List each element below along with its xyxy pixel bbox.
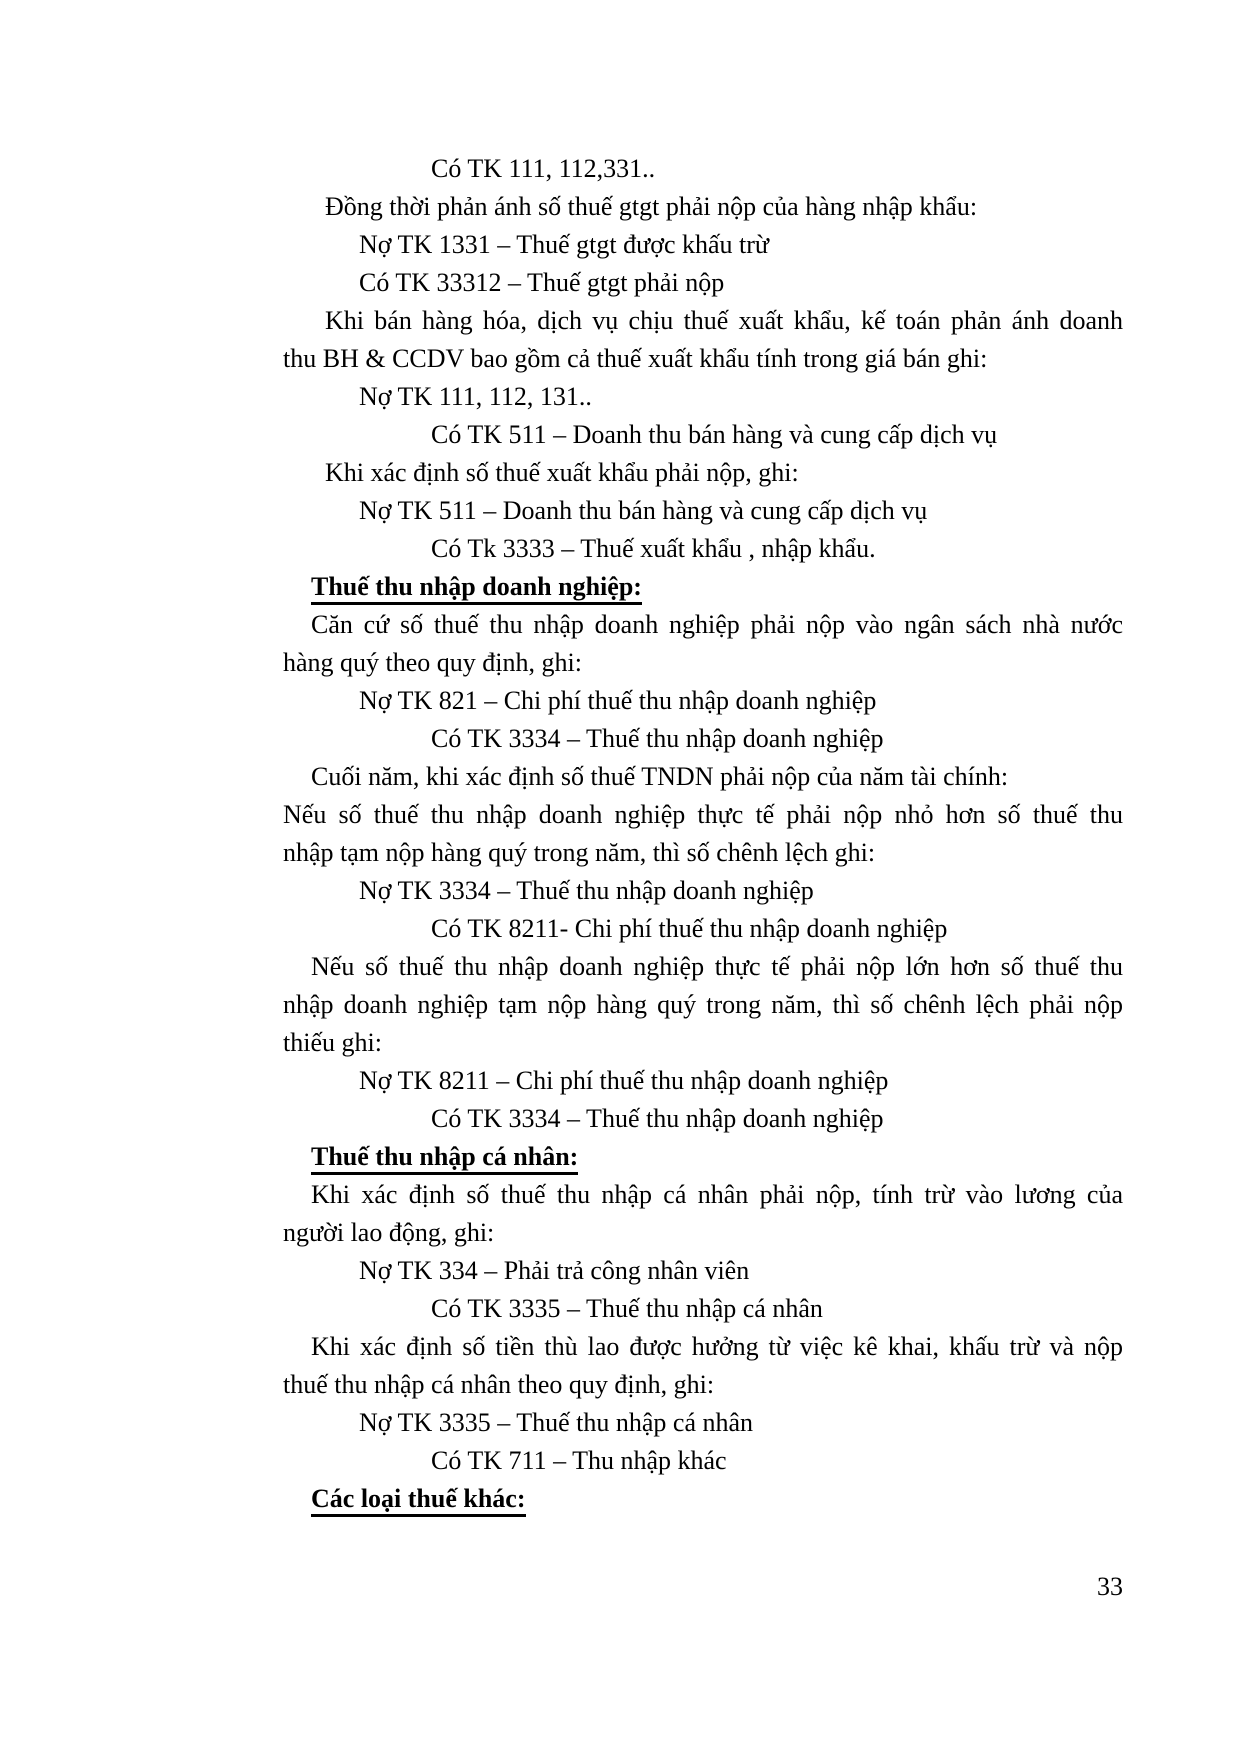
text-line: Có TK 3334 – Thuế thu nhập doanh nghiệp <box>431 1104 884 1133</box>
text-line: Có TK 111, 112,331.. <box>431 154 656 183</box>
text-line: Nợ TK 111, 112, 131.. <box>359 382 592 411</box>
text-line: Nếu số thuế thu nhập doanh nghiệp thực tế phải nộp nhỏ hơn số thuế thu <box>283 800 1123 829</box>
section-heading <box>283 1480 1123 1518</box>
section-heading-text: Thuế thu nhập cá nhân: <box>311 1142 578 1175</box>
text-line: Nợ TK 3334 – Thuế thu nhập doanh nghiệp <box>359 876 814 905</box>
text-line: Có TK 511 – Doanh thu bán hàng và cung cấp dịch vụ <box>431 420 998 449</box>
text-line: hàng quý theo quy định, ghi: <box>283 648 582 677</box>
text-line: Có TK 711 – Thu nhập khác <box>431 1446 727 1475</box>
text-line: Nợ TK 334 – Phải trả công nhân viên <box>359 1256 750 1285</box>
text-line: Nợ TK 511 – Doanh thu bán hàng và cung cấp dịch vụ <box>359 496 928 525</box>
text-line: Nợ TK 1331 – Thuế gtgt được khấu trừ <box>359 230 770 259</box>
text-block <box>283 150 1123 1518</box>
page-number: 33 <box>1097 1572 1123 1601</box>
text-line: Nợ TK 8211 – Chi phí thuế thu nhập doanh nghiệp <box>359 1066 889 1095</box>
text-line: Nợ TK 821 – Chi phí thuế thu nhập doanh nghiệp <box>359 686 877 715</box>
text-line: nhập doanh nghiệp tạm nộp hàng quý trong năm, thì số chênh lệch phải nộp <box>283 990 1123 1019</box>
section-heading-text: Các loại thuế khác: <box>311 1484 526 1517</box>
text-line: Nếu số thuế thu nhập doanh nghiệp thực tế phải nộp lớn hơn số thuế thu <box>311 952 1123 981</box>
text-line: Có TK 3335 – Thuế thu nhập cá nhân <box>431 1294 823 1323</box>
text-line: Nợ TK 3335 – Thuế thu nhập cá nhân <box>359 1408 754 1437</box>
text-line: Có TK 3334 – Thuế thu nhập doanh nghiệp <box>431 724 884 753</box>
text-line: thu BH & CCDV bao gồm cả thuế xuất khẩu tính trong giá bán ghi: <box>283 344 988 373</box>
text-line: Đồng thời phản ánh số thuế gtgt phải nộp của hàng nhập khẩu: <box>325 192 978 221</box>
section-heading-text: Thuế thu nhập doanh nghiệp: <box>311 572 642 605</box>
text-line: Căn cứ số thuế thu nhập doanh nghiệp phải nộp vào ngân sách nhà nước <box>311 610 1123 639</box>
text-line: nhập tạm nộp hàng quý trong năm, thì số chênh lệch ghi: <box>283 838 876 867</box>
text-line: Cuối năm, khi xác định số thuế TNDN phải nộp của năm tài chính: <box>311 762 1009 791</box>
section-heading <box>283 568 1123 606</box>
text-line: Có TK 33312 – Thuế gtgt phải nộp <box>359 268 725 297</box>
text-line: người lao động, ghi: <box>283 1218 495 1247</box>
text-line: Khi xác định số thuế thu nhập cá nhân phải nộp, tính trừ vào lương của <box>311 1180 1123 1209</box>
text-line: Có Tk 3333 – Thuế xuất khẩu , nhập khẩu. <box>431 534 876 563</box>
text-line: thiếu ghi: <box>283 1028 382 1057</box>
section-heading <box>283 1138 1123 1176</box>
text-line: Có TK 8211- Chi phí thuế thu nhập doanh nghiệp <box>431 914 948 943</box>
text-line: thuế thu nhập cá nhân theo quy định, ghi: <box>283 1370 715 1399</box>
text-line: Khi bán hàng hóa, dịch vụ chịu thuế xuất khẩu, kế toán phản ánh doanh <box>325 306 1123 335</box>
text-line: Khi xác định số thuế xuất khẩu phải nộp, ghi: <box>325 458 799 487</box>
text-line: Khi xác định số tiền thù lao được hưởng từ việc kê khai, khấu trừ và nộp <box>311 1332 1123 1361</box>
